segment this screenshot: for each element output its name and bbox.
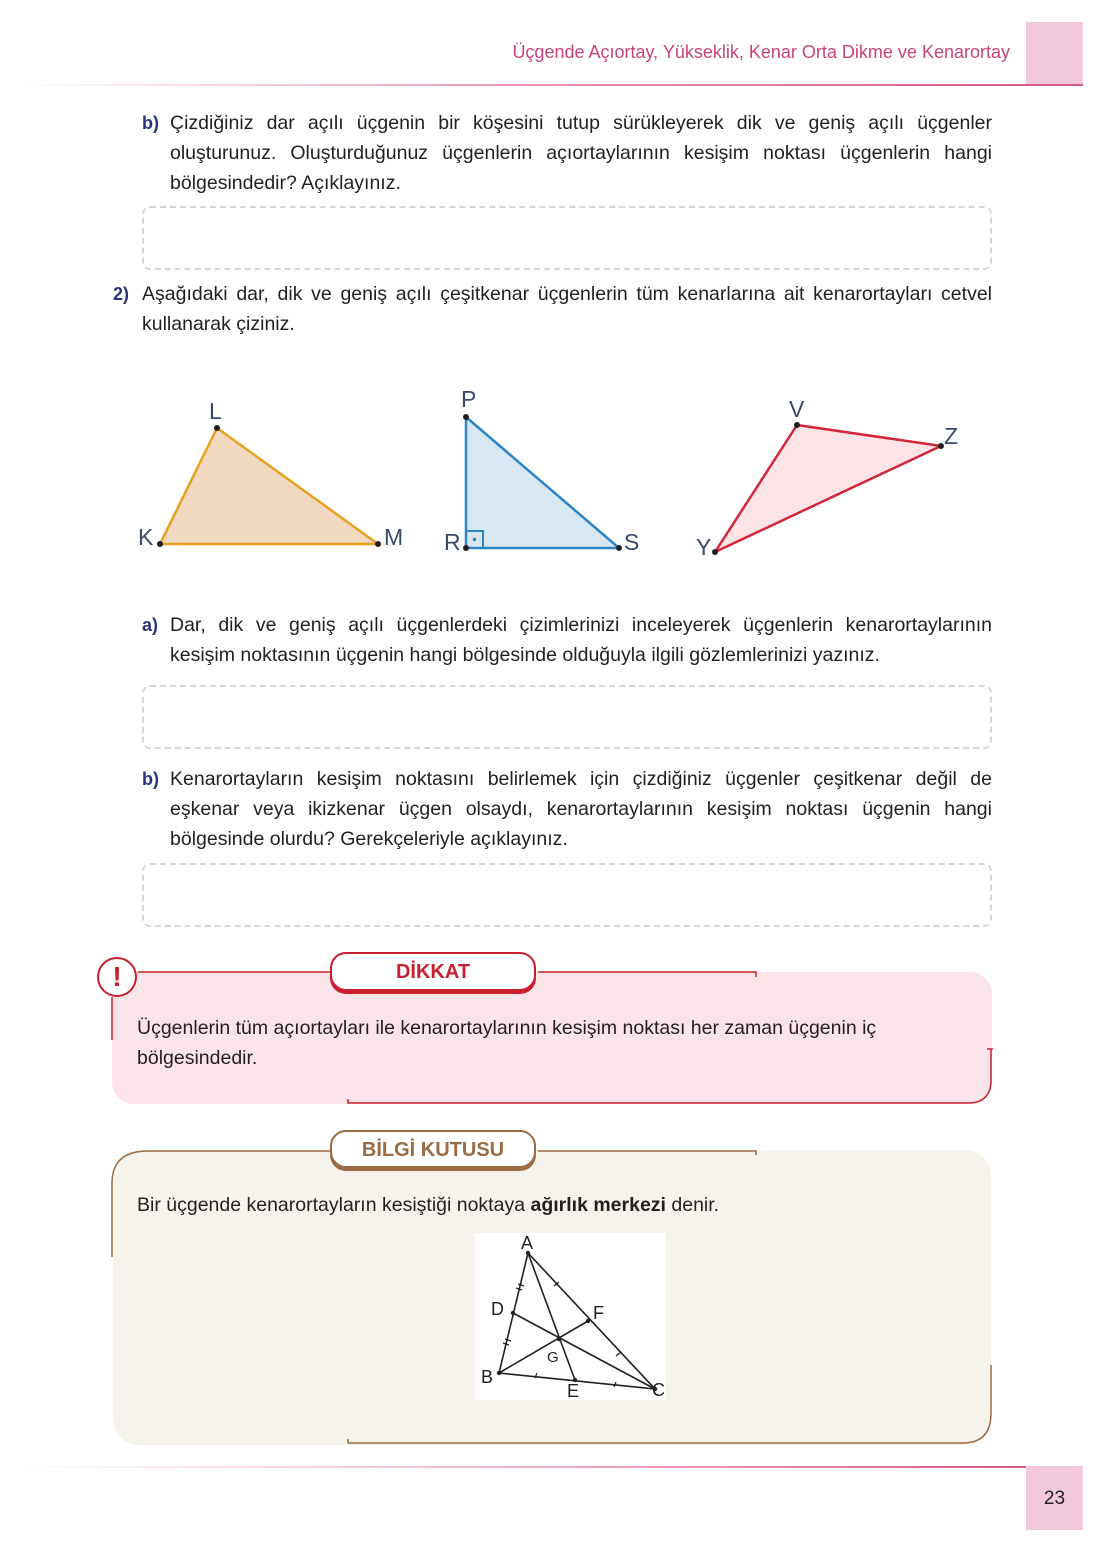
page-number: 23 — [1043, 1488, 1066, 1509]
centroid-label-F: F — [593, 1303, 604, 1323]
bilgi-title: BİLGİ KUTUSU — [361, 1139, 505, 1161]
q1b-label: b) — [142, 113, 159, 133]
dikkat-title: DİKKAT — [395, 961, 471, 983]
header-tab — [1026, 22, 1083, 84]
acute-triangle — [157, 425, 381, 547]
vertex-label-L: L — [209, 398, 222, 424]
centroid-label-A: A — [521, 1233, 534, 1253]
header-divider — [22, 84, 1083, 86]
chapter-title: Üçgende Açıortay, Yükseklik, Kenar Orta Dikme ve Kenarortay — [512, 42, 1010, 62]
bilgi-text — [137, 1190, 719, 1220]
vertex-label-R: R — [444, 529, 461, 555]
vertex-label-Z: Z — [944, 423, 959, 449]
vertex-label-K: K — [138, 524, 154, 550]
q2b-answer-box[interactable] — [142, 863, 992, 927]
dikkat-text: Üçgenlerin tüm açıortayları ile kenarortaylarının kesişim noktası her zaman üçgenin iç bölgesindedir. — [137, 1017, 877, 1069]
triangles-figure — [120, 380, 980, 570]
centroid-label-G: G — [547, 1349, 559, 1366]
bilgi-text-after: denir. — [665, 1194, 720, 1216]
centroid-label-C: C — [652, 1380, 665, 1400]
q2b-label: b) — [142, 769, 159, 789]
bilgi-text-bold: ağırlık merkezi — [530, 1194, 666, 1216]
warning-icon: ! — [97, 957, 137, 997]
q2-label: 2) — [113, 284, 130, 304]
right-triangle — [463, 414, 622, 551]
q2a-label: a) — [142, 615, 159, 635]
footer-divider — [22, 1466, 1026, 1468]
centroid-label-B: B — [481, 1367, 494, 1387]
bilgi-text-before: Bir üçgende kenarortayların kesiştiği noktaya — [137, 1194, 531, 1216]
q1b-answer-box[interactable] — [142, 206, 992, 270]
centroid-label-E: E — [567, 1381, 580, 1401]
q2-text: Aşağıdaki dar, dik ve geniş açılı çeşitkenar üçgenlerin tüm kenarlarına ait kenarortayları cetvel kullanarak çiziniz. — [142, 283, 992, 335]
vertex-label-M: M — [384, 524, 404, 550]
centroid-label-D: D — [491, 1299, 504, 1319]
q2b-text: Kenarortayların kesişim noktasını belirlemek için çizdiğiniz üçgenler çeşitkenar değil de eşkenar veya ikizkenar üçgen olsaydı, kenarortaylarının kesişim noktası üçgenin hangi bölgesinde olurdu? Gerekçeleriyle açıklayınız. — [170, 768, 992, 850]
vertex-label-P: P — [461, 386, 477, 412]
vertex-label-S: S — [624, 529, 640, 555]
q1b-text: Çizdiğiniz dar açılı üçgenin bir köşesini tutup sürükleyerek dik ve geniş açılı üçgenler oluşturunuz. Oluşturduğunuz üçgenlerin açıortaylarının kesişim noktası üçgenlerin hangi bölgesindedir? Açıklayınız. — [170, 112, 992, 194]
vertex-label-V: V — [789, 396, 805, 422]
q2a-answer-box[interactable] — [142, 685, 992, 749]
vertex-label-Y: Y — [696, 534, 712, 560]
obtuse-triangle — [712, 422, 944, 555]
q2a-text: Dar, dik ve geniş açılı üçgenlerdeki çizimlerinizi inceleyerek üçgenlerin kenarortaylarının kesişim noktasının üçgenin hangi bölgesinde olduğuyla ilgili gözlemlerinizi yazınız. — [170, 614, 992, 666]
